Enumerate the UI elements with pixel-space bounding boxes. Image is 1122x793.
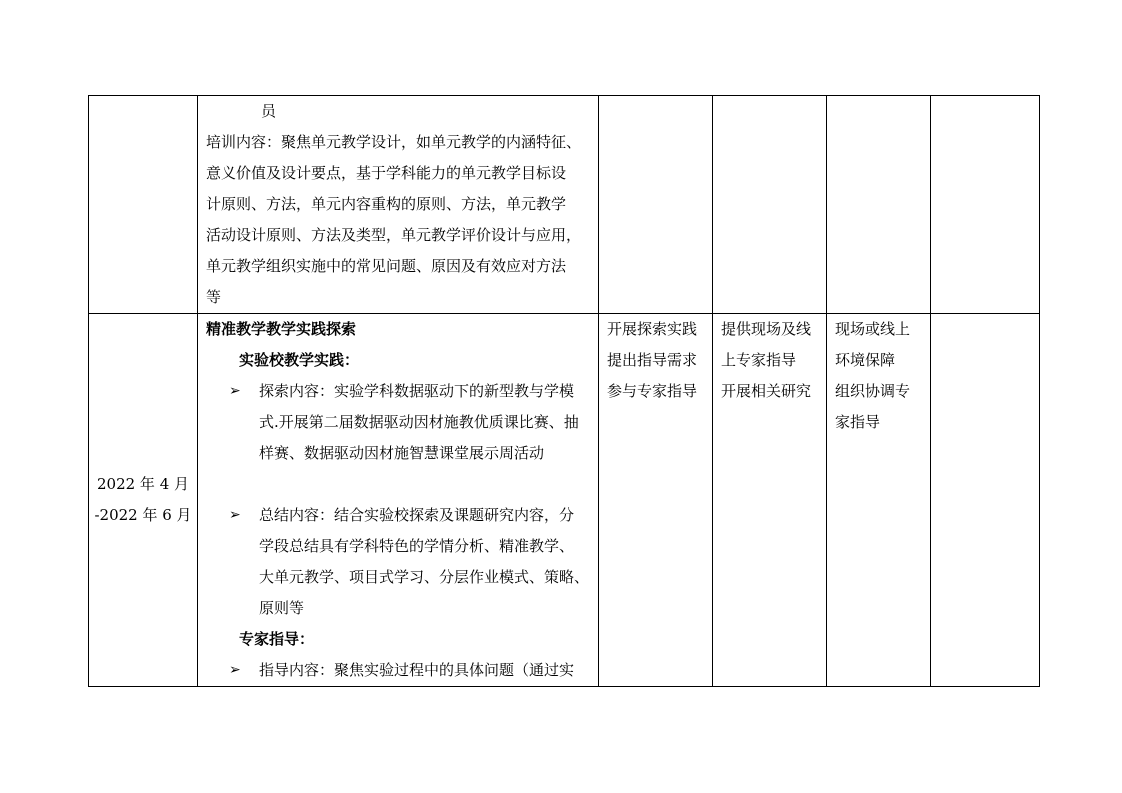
- bullet-item: [206, 500, 594, 624]
- content-line: 员: [261, 102, 277, 120]
- date-cell-empty: [89, 96, 198, 314]
- school-task-line: 开展探索实践: [607, 320, 698, 338]
- section-heading: 精准教学教学实践探索: [206, 320, 357, 338]
- bullet-line: 学段总结具有学科特色的学情分析、精准教学、: [259, 537, 575, 555]
- bullet-line: 大单元教学、项目式学习、分层作业模式、策略、: [259, 568, 590, 586]
- content-line: 等: [206, 288, 222, 306]
- remark-cell: [931, 96, 1040, 314]
- expert-task-cell: [713, 96, 827, 314]
- arrow-bullet-icon: ➢: [229, 662, 241, 678]
- date-cell: [89, 314, 198, 687]
- plan-table: [88, 95, 1040, 687]
- date-line: -2022 年 6 月: [94, 506, 192, 524]
- expert-task-line: 提供现场及线: [721, 320, 812, 338]
- arrow-bullet-icon: ➢: [229, 383, 241, 399]
- bullet-line: 总结内容：结合实验校探索及课题研究内容，分: [259, 506, 575, 524]
- bullet-item: [206, 655, 594, 686]
- bullet-line: 原则等: [259, 599, 305, 617]
- support-task-line: 环境保障: [835, 351, 896, 369]
- table-row: [89, 314, 1040, 687]
- school-task-cell: [599, 96, 713, 314]
- support-task-cell: [827, 314, 931, 687]
- content-line: 计原则、方法，单元内容重构的原则、方法，单元教学: [206, 195, 567, 213]
- content-line: 活动设计原则、方法及类型，单元教学评价设计与应用，: [206, 226, 582, 244]
- remark-cell: [931, 314, 1040, 687]
- support-task-cell: [827, 96, 931, 314]
- content-line: 意义价值及设计要点，基于学科能力的单元教学目标设: [206, 164, 567, 182]
- expert-task-cell: [713, 314, 827, 687]
- expert-task-line: 开展相关研究: [721, 382, 812, 400]
- arrow-bullet-icon: ➢: [229, 507, 241, 523]
- school-task-cell: [599, 314, 713, 687]
- bullet-line: 式.开展第二届数据驱动因材施教优质课比赛、抽: [259, 413, 579, 431]
- sub-heading: 实验校教学实践：: [239, 351, 360, 369]
- sub-heading: 专家指导：: [239, 630, 315, 648]
- bullet-line: 指导内容：聚焦实验过程中的具体问题（通过实: [259, 661, 575, 679]
- content-cell: [198, 314, 599, 687]
- content-cell: [198, 96, 599, 314]
- support-task-line: 家指导: [835, 413, 881, 431]
- bullet-item: [206, 376, 594, 469]
- support-task-line: 现场或线上: [835, 320, 911, 338]
- table-row: [89, 96, 1040, 314]
- school-task-line: 提出指导需求: [607, 351, 698, 369]
- bullet-line: 探索内容：实验学科数据驱动下的新型教与学模: [259, 382, 575, 400]
- content-line: 培训内容：聚焦单元教学设计，如单元教学的内涵特征、: [206, 133, 582, 151]
- expert-task-line: 上专家指导: [721, 351, 797, 369]
- support-task-line: 组织协调专: [835, 382, 911, 400]
- bullet-line: 样赛、数据驱动因材施智慧课堂展示周活动: [259, 444, 545, 462]
- content-line: 单元教学组织实施中的常见问题、原因及有效应对方法: [206, 257, 567, 275]
- school-task-line: 参与专家指导: [607, 382, 698, 400]
- date-line: 2022 年 4 月: [96, 475, 190, 493]
- spacer: [206, 469, 594, 500]
